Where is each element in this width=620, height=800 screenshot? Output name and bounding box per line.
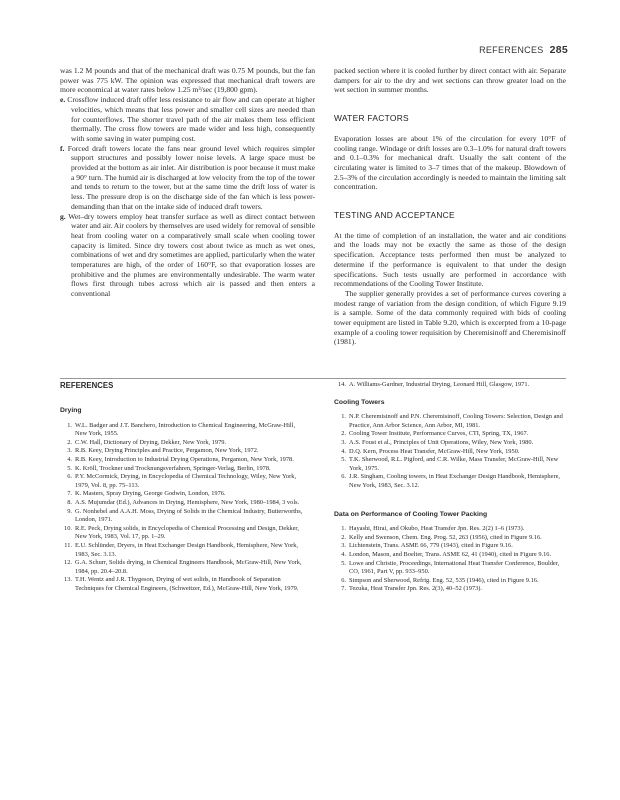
cooling-towers-heading: Cooling Towers <box>334 398 385 406</box>
reference-item: 9. G. Nonhebel and A.A.H. Moss, Drying of Solids in the Chemical Industry, Butterworths, London, 1971. <box>67 507 303 524</box>
references-right-column <box>334 381 566 594</box>
reference-item: 4. London, Mason, and Boelter, Trans. ASME 62, 41 (1940), cited in Figure 9.16. <box>341 550 552 558</box>
cooling-towers-reference-list <box>334 413 566 490</box>
reference-item: 6. Simpson and Sherwood, Refrig. Eng. 52, 535 (1946), cited in Figure 9.16. <box>341 576 539 584</box>
running-header-section: REFERENCES <box>479 45 544 55</box>
testing-paragraph-2: The supplier generally provides a set of performance curves covering a modest range of variation from the design condition, of which Figure 9.19 is a sample. Some of the data commonly required with bids of cooling tower equipment are listed in Table 9.20, which is excerpted from a 10-page example of a cooling tower requisition by Cheremisinoff and Cheremisinoff (1981). <box>334 288 566 347</box>
page-number: 285 <box>549 44 568 56</box>
continuation-paragraph: packed section where it is cooled further by direct contact with air. Separate dampers for air to the dry and wet sections can throw greater load on the wet section in summer months. <box>334 66 566 95</box>
reference-item: 2. Cooling Tower Institute, Performance Curves, CTI, Spring, TX, 1967. <box>341 430 529 438</box>
packing-performance-heading: Data on Performance of Cooling Tower Packing <box>334 510 488 518</box>
reference-item: 4. R.B. Keey, Introduction to Industrial Drying Operations, Pergamon, New York, 1978. <box>67 455 294 463</box>
reference-item: 7. Tezuka, Heat Transfer Jpn. Res. 2(3), 40–52 (1973). <box>341 585 483 593</box>
reference-item: 4. D.Q. Kern, Process Heat Transfer, McGraw-Hill, New York, 1950. <box>341 447 520 455</box>
right-text-column <box>334 66 566 347</box>
reference-item: 6. J.R. Singham, Cooling towers, in Heat Exchanger Design Handbook, Hemisphere, New York, 1983, Sec. 3.12. <box>341 473 561 489</box>
reference-item: 2. C.W. Hall, Dictionary of Drying, Dekker, New York, 1979. <box>67 438 227 446</box>
water-factors-paragraph: Evaporation losses are about 1% of the circulation for every 10°F of cooling range. Windage or drift losses are 0.3–1.0% for natural draft towers and 0.1–0.3% for mechanical draft. Usually the salt content of the circulating water is limited to 3–7 times that of the makeup. Blowdown of 2.5–3% of the circulation accordingly is needed to maintain the limiting salt concentration. <box>334 133 566 192</box>
drying-reference-list-continued <box>334 381 566 390</box>
drying-reference-list <box>60 422 308 594</box>
water-factors-heading: WATER FACTORS <box>334 113 409 124</box>
reference-item: 13. T.H. Wentz and J.R. Thygeson, Drying of wet solids, in Handbook of Separation Techniques for Chemical Engineers, (Schweitzer, Ed.), McGraw-Hill, New York, 1979. <box>64 576 299 592</box>
reference-item: 6. P.Y. McCormick, Drying, in Encyclopedia of Chemical Technology, Wiley, New York, 1979, Vol. 8, pp. 75–113. <box>67 473 297 489</box>
testing-paragraph-1: At the time of completion of an installation, the water and air conditions and the loads may not be exactly the same as those of the design specification. Acceptance tests performed then must be analyzed to determine if the performance is equivalent to that under the design specifications. Such tests usually are performed in accordance with recommendations of the Cooling Tower Institute. <box>334 230 566 289</box>
left-text-column <box>60 66 315 299</box>
reference-item: 5. Lowe and Christie, Proceedings, International Heat Transfer Conference, Boulder, CO, 1961, Part V, pp. 933–950. <box>341 559 560 576</box>
reference-item: 7. K. Masters, Spray Drying, George Godwin, London, 1976. <box>67 490 226 498</box>
reference-item: 1. N.P. Cheremisinoff and P.N. Cheremisinoff, Cooling Towers: Selection, Design and Practice, Ann Arbor Science, Ann Arbor, MI, 1981. <box>341 413 563 429</box>
reference-item: 5. K. Kröll, Trockner und Trocknungsverfahren, Springer-Verlag, Berlin, 1978. <box>67 464 271 472</box>
references-title: REFERENCES <box>60 381 114 390</box>
reference-item: 14. A. Williams-Gardner, Industrial Drying, Leonard Hill, Glasgow, 1971. <box>338 381 530 388</box>
list-item-f: f. Forced draft towers locate the fans near ground level which requires simpler support structures and possibly lower noise levels. A large space must be provided at the bottom as air inlet. Air distribution is poor because it must make a 90° turn. The humid air is discharged at low velocity from the top of the tower and tends to return to the tower, but at the same time the drift loss of water is less. The pressure drop is on the discharge side of the fan which is less power-demanding than that on the intake side of induced draft towers. <box>60 143 315 211</box>
section-divider <box>60 378 566 379</box>
reference-item: 10. R.E. Peck, Drying solids, in Encyclopedia of Chemical Processing and Design, Dekker, New York, 1983, Vol. 17, pp. 1–29. <box>64 524 299 541</box>
reference-item: 11. E.U. Schlünder, Dryers, in Heat Exchanger Design Handbook, Hemisphere, New York, 1983, Sec. 3.13. <box>64 541 299 558</box>
packing-reference-list <box>334 525 566 594</box>
reference-item: 3. A.S. Foust et al., Principles of Unit Operations, Wiley, New York, 1980. <box>341 438 534 446</box>
reference-item: 3. Lichtenstein, Trans. ASME 66, 779 (1943), cited in Figure 9.16. <box>341 542 513 550</box>
reference-item: 8. A.S. Mujumdar (Ed.), Advances in Drying, Hemisphere, New York, 1980–1984, 3 vols. <box>67 498 300 506</box>
list-item-g: g. Wet–dry towers employ heat transfer surface as well as direct contact between water and air. Air coolers by themselves are used widely for removal of sensible heat from cooling water on a comparatively small scale when cooling tower capacity is limited. Since dry towers cost about twice as much as wet ones, combinations of wet and dry sometimes are applied, particularly when the water temperatures are high, of the order of 160°F, so that evaporation losses are prohibitive and the plumes are environmentally undesirable. The warm water flows first through tubes across which air is passed and then enters a conventional <box>60 211 316 299</box>
running-header <box>479 44 568 56</box>
reference-item: 12. G.A. Schurr, Solids drying, in Chemical Engineers Handbook, McGraw-Hill, New York, 1984, pp. 20.4–20.8. <box>64 559 302 575</box>
drying-heading: Drying <box>60 407 82 414</box>
reference-item: 3. R.B. Keey, Drying Principles and Practice, Pergamon, New York, 1972. <box>67 447 259 455</box>
list-item-e: e. Crossflow induced draft offer less resistance to air flow and can operate at higher velocities, which means that less power and smaller cell sizes are needed than for counterflows. The shorter travel path of the air makes them less efficient thermally. The cross flow towers are made wider and less high, consequently with some saving in water pumping cost. <box>60 95 316 143</box>
testing-acceptance-heading: TESTING AND ACCEPTANCE <box>334 210 455 221</box>
left-lead-paragraph: was 1.2 M pounds and that of the mechanical draft was 0.75 M pounds, but the fan power was 775 kW. The opinion was expressed that mechanical draft towers are more economical at water rates below 1.25 m³/sec (19,800 gpm). <box>60 66 315 95</box>
reference-item: 1. W.L. Badger and J.T. Banchero, Introduction to Chemical Engineering, McGraw-Hill, New York, 1955. <box>67 421 296 438</box>
reference-item: 1. Hayashi, Hirai, and Okubo, Heat Transfer Jpn. Res. 2(2) 1–6 (1973). <box>341 525 525 533</box>
references-left-column <box>60 407 308 593</box>
reference-item: 5. T.K. Sherwood, R.L. Pigford, and C.R. Wilke, Mass Transfer, McGraw-Hill, New York, 1975. <box>341 456 559 472</box>
reference-item: 2. Kelly and Swenson, Chem. Eng. Prog. 52, 263 (1956), cited in Figure 9.16. <box>341 533 542 541</box>
